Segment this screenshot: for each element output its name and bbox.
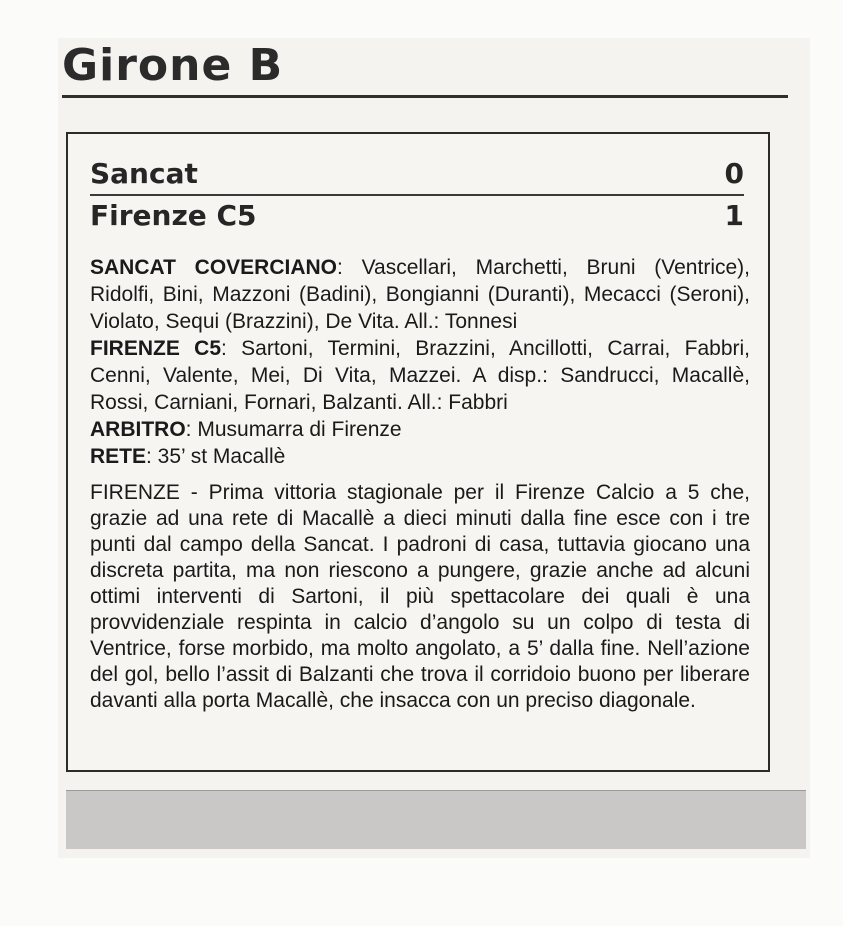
home-team-row (90, 156, 744, 192)
goals-label: RETE (90, 445, 147, 468)
away-lineup (90, 335, 750, 416)
section-title: Girone B (62, 40, 284, 91)
match-report-box (66, 132, 770, 772)
goals-line (90, 443, 750, 470)
home-team-score: 0 (724, 157, 744, 190)
home-lineup-label: SANCAT COVERCIANO (90, 256, 338, 279)
away-team-score: 1 (724, 199, 744, 232)
score-divider (90, 194, 744, 196)
lineups-block (90, 254, 750, 470)
home-team-name: Sancat (90, 157, 198, 190)
title-divider (62, 95, 788, 98)
referee-label: ARBITRO (90, 418, 186, 441)
away-lineup-label: FIRENZE C5 (90, 337, 221, 360)
away-lineup-text: : Sartoni, Termini, Brazzini, Ancillotti, Carrai, Fabbri, Cenni, Valente, Mei, Di Vita, Mazzei. A disp.: Sandrucci, Macallè, Rossi, Carniani, Fornari, Balzanti. All.: Fabbri (90, 337, 751, 414)
away-team-name: Firenze C5 (90, 199, 257, 232)
referee-line (90, 416, 750, 443)
home-lineup-text: : Vascellari, Marchetti, Bruni (Ventrice), Ridolfi, Bini, Mazzoni (Badini), Bongianni (Duranti), Mecacci (Seroni), Violato, Sequi (Brazzini), De Vita. All.: Tonnesi (90, 256, 750, 333)
goals-text: : 35’ st Macallè (146, 445, 286, 468)
bottom-grey-band (66, 790, 806, 849)
home-lineup (90, 254, 750, 335)
away-team-row (90, 198, 744, 234)
match-report-text: FIRENZE - Prima vittoria stagionale per il Firenze Calcio a 5 che, grazie ad una rete di Macallè a dieci minuti dalla fine esce con i tre punti dal campo della Sancat. I padroni di casa, tuttavia giocano una discreta partita, ma non riescono a pungere, grazie anche ad alcuni ottimi interventi di Sartoni, il più spettacolare dei quali è una provvidenziale respinta in calcio d’angolo su un colpo di testa di Ventrice, forse morbido, ma molto angolato, a 5’ dalla fine. Nell’azione del gol, bello l’assit di Balzanti che trova il corridoio buono per liberare davanti alla porta Macallè, che insacca con un preciso diagonale. (90, 481, 750, 712)
referee-text: : Musumarra di Firenze (185, 418, 402, 441)
